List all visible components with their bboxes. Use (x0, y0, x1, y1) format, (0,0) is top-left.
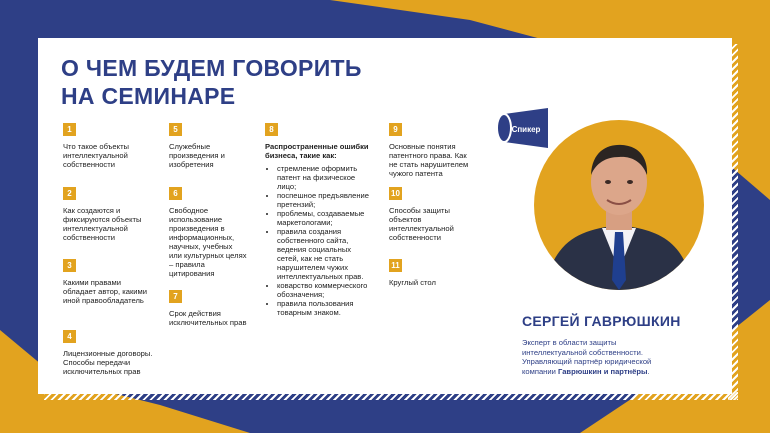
topic-text: Как создаются и фиксируются объекты интеллектуальной собственности (63, 206, 142, 242)
topic-number: 10 (389, 187, 402, 200)
topic-text: Свободное использование произведения в информационных, научных, учебных или культурных целях – правила цитирования (169, 206, 247, 278)
topic-item-5 (169, 123, 247, 169)
topic-item-1 (63, 123, 158, 169)
title-line-1: О ЧЕМ БУДЕМ ГОВОРИТЬ (61, 55, 362, 81)
topic-number: 11 (389, 259, 402, 272)
topic-item-6 (169, 187, 247, 278)
title-line-2: НА СЕМИНАРЕ (61, 83, 236, 109)
mistakes-list (265, 164, 373, 317)
topic-item-2 (63, 187, 158, 242)
speaker-badge-label: Спикер (511, 125, 541, 134)
topic-text: Что такое объекты интеллектуальной собственности (63, 142, 130, 169)
speaker-desc-line-1: Эксперт в области защиты интеллектуальной собственности. (522, 338, 643, 357)
speaker-desc-end: . (647, 366, 650, 376)
list-item: • стремление оформить патент на физическое лицо; (277, 164, 373, 191)
topic-item-9 (389, 123, 477, 178)
topic-text: Способы защиты объектов интеллектуальной собственности (389, 206, 454, 242)
list-item: • правила создания собственного сайта, ведения социальных сетей, как не стать нарушителем чужих интеллектуальных прав. (277, 227, 373, 281)
speaker-name: СЕРГЕЙ ГАВРЮШКИН (522, 313, 681, 329)
topic-text: Основные понятия патентного права. Как не стать нарушителем чужого патента (389, 142, 469, 178)
topic-text: Какими правами обладает автор, какими иной правообладатель (63, 278, 147, 305)
list-item: • проблемы, создаваемые маркетологами; (277, 209, 373, 227)
topic-number: 2 (63, 187, 76, 200)
topic-number: 1 (63, 123, 76, 136)
list-item: • поспешное предъявление претензий; (277, 191, 373, 209)
topic-text: Распространенные ошибки бизнеса, такие как: (265, 142, 369, 160)
topic-number: 8 (265, 123, 278, 136)
topic-number: 3 (63, 259, 76, 272)
topic-number: 9 (389, 123, 402, 136)
topic-number: 6 (169, 187, 182, 200)
topic-item-10 (389, 187, 477, 242)
topic-number: 4 (63, 330, 76, 343)
topic-text: Срок действия исключительных прав (169, 309, 247, 327)
topic-item-3 (63, 259, 155, 305)
topic-item-7 (169, 290, 247, 327)
speaker-desc-line-2: Управляющий партнёр юридической компании (522, 357, 652, 376)
speaker-description (522, 338, 682, 376)
topic-item-4 (63, 330, 173, 376)
topic-text: Круглый стол (389, 278, 436, 287)
megaphone-icon (494, 108, 556, 148)
topic-item-11 (389, 259, 477, 287)
list-item: • правила пользования товарным знаком. (277, 299, 373, 317)
speaker-company: Гаврюшкин и партнёры (558, 366, 648, 376)
topic-text: Служебные произведения и изобретения (169, 142, 225, 169)
topic-number: 7 (169, 290, 182, 303)
speaker-portrait (534, 120, 704, 290)
topic-item-8 (265, 123, 373, 317)
topic-number: 5 (169, 123, 182, 136)
topic-text: Лицензионные договоры. Способы передачи исключительных прав (63, 349, 153, 376)
page-title (61, 54, 362, 110)
list-item: • коварство коммерческого обозначения; (277, 281, 373, 299)
speaker-photo (534, 120, 704, 290)
